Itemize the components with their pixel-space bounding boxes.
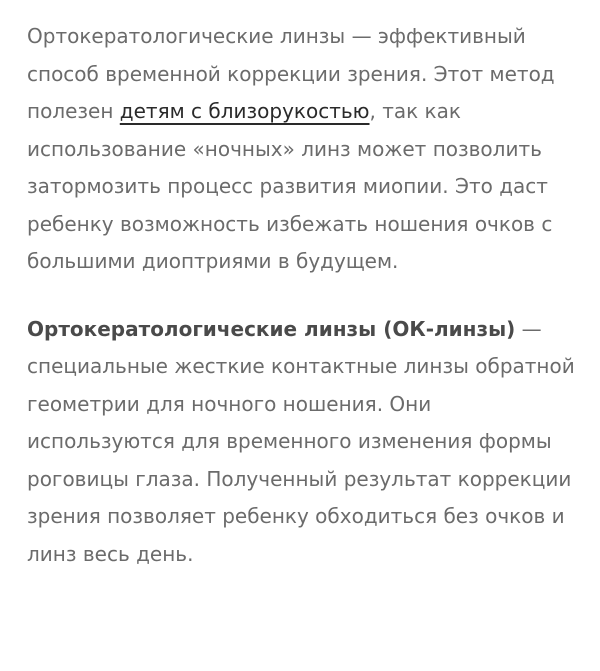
intro-paragraph: [27, 18, 580, 281]
definition-paragraph: [27, 311, 580, 574]
intro-text-after-link: , так как использование «ночных» линз может позволить затормозить процесс развития миопии. Это даст ребенку возможность избежать ношения очков с большими диоптриями в будущем.: [27, 99, 553, 273]
definition-text: — специальные жесткие контактные линзы обратной геометрии для ночного ношения. Они используются для временного изменения формы роговицы глаза. Полученный результат коррекции зрения позволяет ребенку обходиться без очков и линз весь день.: [27, 316, 575, 566]
intro-text-before-link: Ортокератологические линзы — эффективный способ временной коррекции зрения. Этот метод полезен: [27, 24, 555, 123]
myopia-children-link[interactable]: детям с близорукостью: [119, 99, 370, 123]
definition-term: Ортокератологические линзы (ОК-линзы): [27, 316, 516, 341]
